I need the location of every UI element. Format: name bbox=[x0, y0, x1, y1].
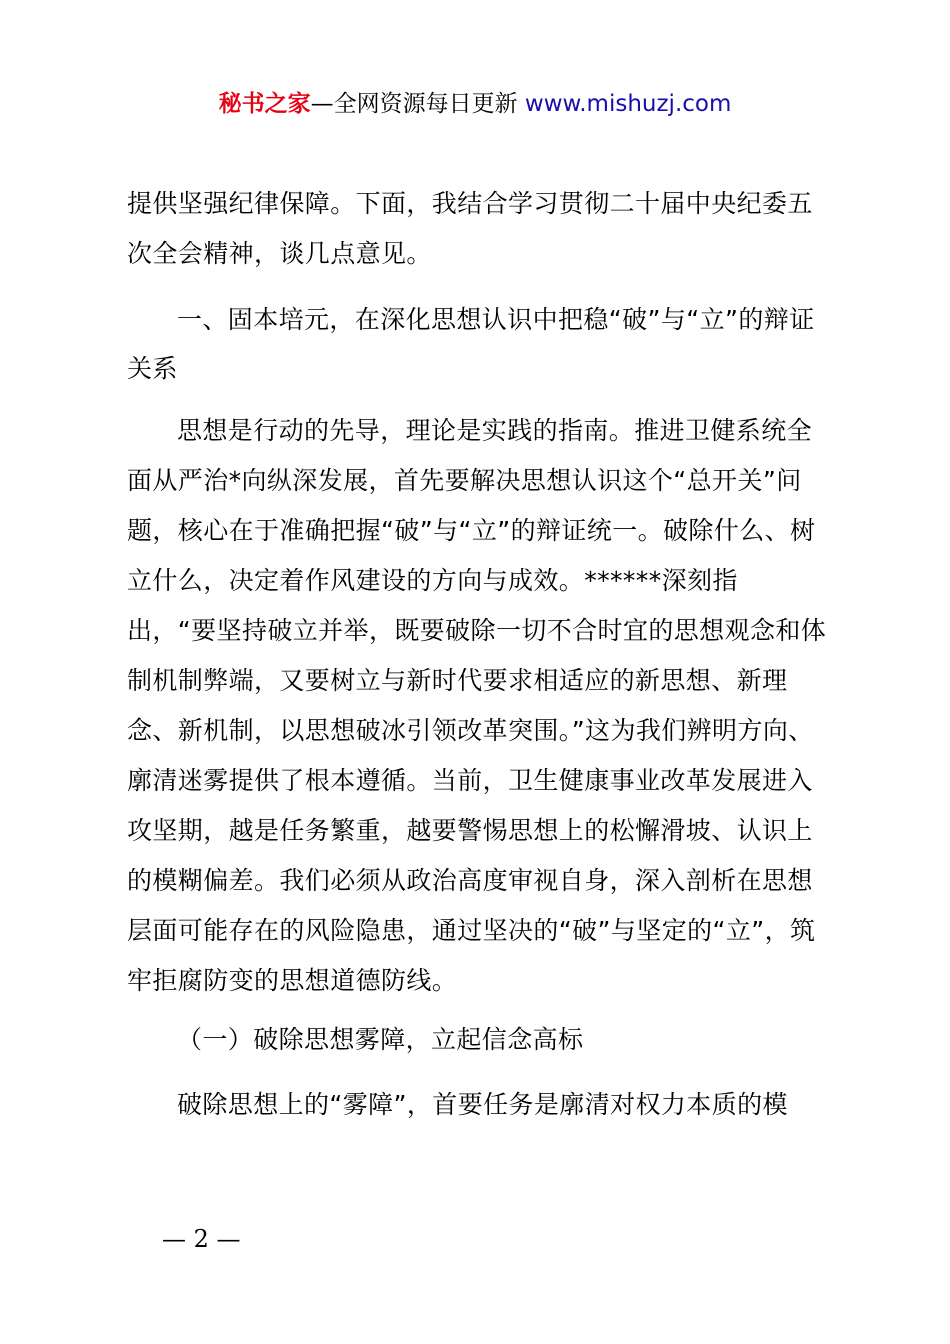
paragraph-continuation: 提供坚强纪律保障。下面，我结合学习贯彻二十届中央纪委五次全会精神，谈几点意见。 bbox=[127, 189, 813, 268]
subsection-heading-1: （一）破除思想雾障，立起信念高标 bbox=[177, 1025, 584, 1054]
site-header bbox=[0, 88, 950, 120]
paragraph-last-line: 破除思想上的“雾障”，首要任务是廓清对权力本质的模 bbox=[177, 1090, 788, 1119]
site-brand: 秘书之家 bbox=[218, 91, 311, 117]
site-url-link[interactable]: www.mishuzj.com bbox=[524, 91, 732, 117]
page-number: — 2 — bbox=[162, 1225, 241, 1253]
paragraph-main-body: 思想是行动的先导，理论是实践的指南。推进卫健系统全面从严治*向纵深发展，首先要解决思想认识这个“总开关”问题，核心在于准确把握“破”与“立”的辩证统一。破除什么、树立什么，决定着作风建设的方向与成效。******深刻指出，“要坚持破立并举，既要破除一切不合时宜的思想观念和体制机制弊端，又要树立与新时代要求相适应的新思想、新理念、新机制，以思想破冰引领改革突围。”这为我们辨明方向、廓清迷雾提供了根本遵循。当前，卫生健康事业改革发展进入攻坚期，越是任务繁重，越要警惕思想上的松懈滑坡、认识上的模糊偏差。我们必须从政治高度审视自身，深入剖析在思想层面可能存在的风险隐患，通过坚决的“破”与坚定的“立”，筑牢拒腐防变的思想道德防线。 bbox=[127, 416, 827, 995]
site-tagline: —全网资源每日更新 bbox=[310, 91, 525, 117]
section-heading-1: 一、固本培元，在深化思想认识中把稳“破”与“立”的辩证关系 bbox=[127, 305, 815, 383]
